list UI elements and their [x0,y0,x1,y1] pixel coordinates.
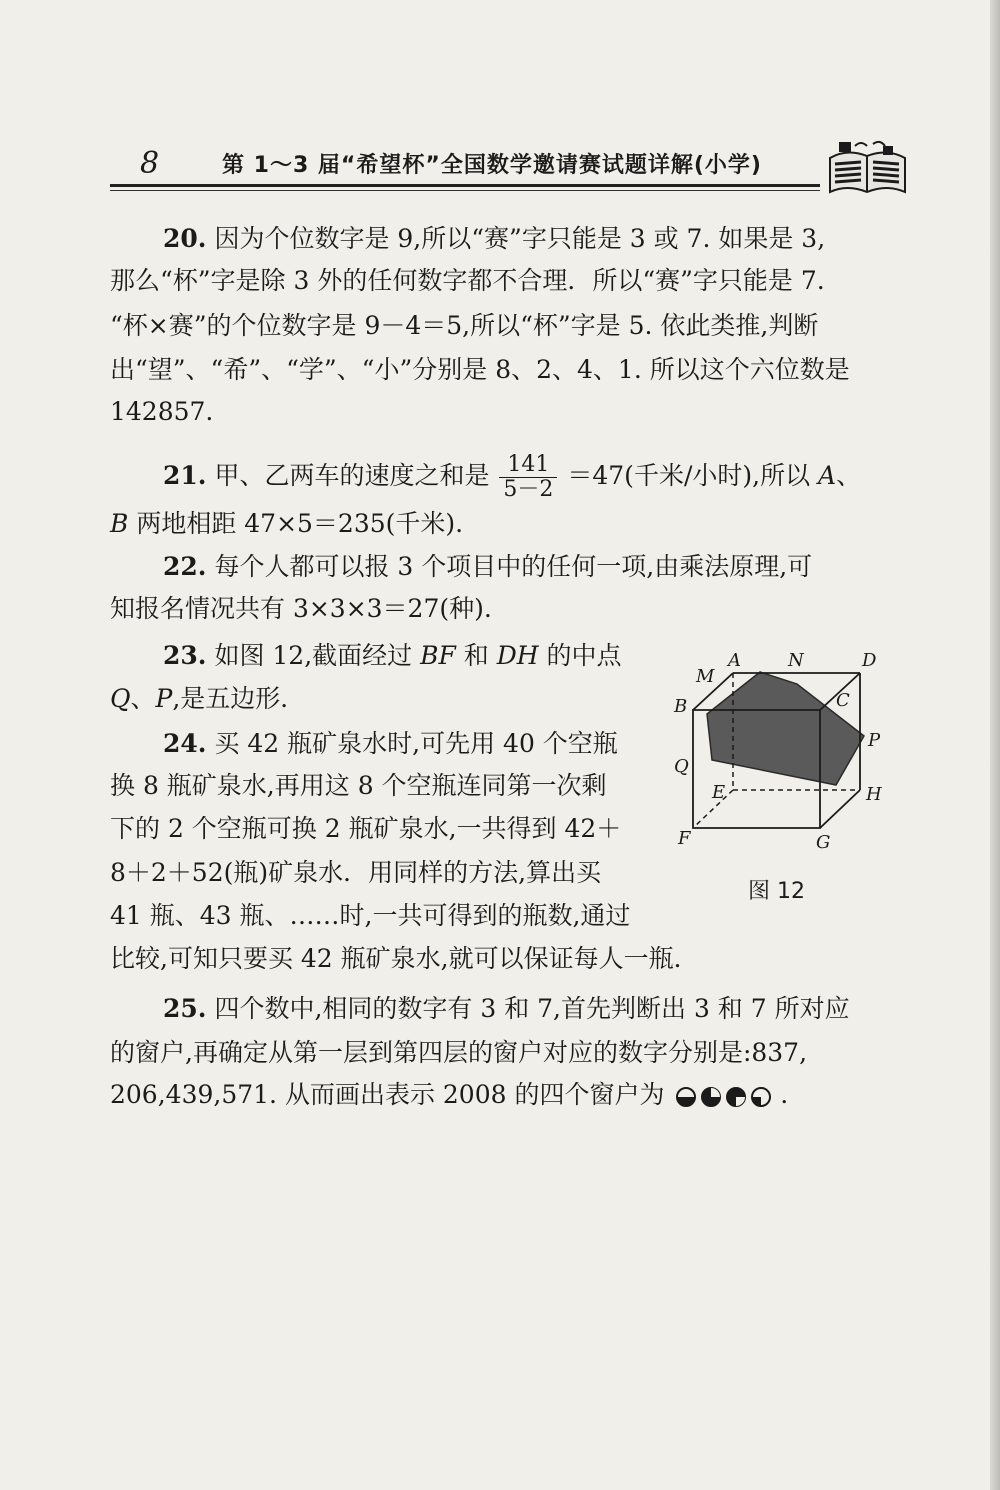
label-e: E [712,782,726,803]
p20-line-1 [163,222,895,256]
p20-number: 20. [163,224,207,253]
p24-number: 24. [163,729,207,758]
p25-line-1 [163,992,895,1026]
p23-sep: 、 [130,684,156,713]
figure-12-cube [660,640,900,910]
p20-text-1: 因为个位数字是 9,所以“赛”字只能是 3 或 7. 如果是 3, [214,224,826,253]
p22-line-2: 知报名情况共有 3×3×3＝27(种). [110,594,492,623]
figure-caption: 图 12 [748,879,805,904]
p20-line-4: 出“望”、“希”、“学”、“小”分别是 8、2、4、1. 所以这个六位数是 [110,355,850,384]
p21-number: 21. [163,461,207,490]
p21-point-a: A [818,461,837,490]
p20-line-3: “杯×赛”的个位数字是 9－4＝5,所以“杯”字是 5. 依此类推,判断 [110,311,819,340]
open-book-icon [825,140,910,198]
p22-line-1 [163,550,895,584]
p25-number: 25. [163,994,207,1023]
p21-text-2: 两地相距 47×5＝235(千米). [128,509,464,538]
label-q: Q [674,756,689,777]
p21-text-tail: 、 [836,461,862,490]
p21-line-1 [163,453,895,502]
p22-text-1: 每个人都可以报 3 个项目中的任何一项,由乘法原理,可 [214,552,813,581]
p22-number: 22. [163,552,207,581]
label-f: F [678,828,691,849]
p23-number: 23. [163,641,207,670]
p24-line-4: 8＋2＋52(瓶)矿泉水．用同样的方法,算出买 [110,858,602,887]
p24-text-1: 买 42 瓶矿泉水时,可先用 40 个空瓶 [214,729,618,758]
page-header [100,140,920,200]
label-b: B [674,696,688,717]
label-a: A [728,650,741,671]
p25-line-2: 的窗户,再确定从第一层到第四层的窗户对应的数字分别是:837, [110,1038,808,1067]
p21-text-pre: 甲、乙两车的速度之和是 [214,461,490,490]
label-c: C [836,690,850,711]
header-rule [110,184,820,187]
p25-text-1: 四个数中,相同的数字有 3 和 7,首先判断出 3 和 7 所对应 [214,994,850,1023]
p23-text-mid: 和 [455,641,497,670]
p21-point-b: B [110,509,129,538]
label-n: N [788,650,804,671]
p23-segment-dh: DH [496,641,539,670]
label-d: D [862,650,877,671]
page-edge [990,0,1000,1490]
p21-line-2 [110,507,895,541]
p25-end: ． [780,1080,806,1109]
p20-line-2: 那么“杯”字是除 3 外的任何数字都不合理．所以“赛”字只能是 7. [110,266,825,295]
p24-line-6: 比较,可知只要买 42 瓶矿泉水,就可以保证每人一瓶． [110,944,699,973]
window-icon-0 [700,1086,722,1108]
p24-line-2: 换 8 瓶矿泉水,再用这 8 个空瓶连同第一次剩 [110,771,607,800]
label-g: G [816,832,831,853]
p21-denominator: 5－2 [503,477,554,502]
running-title: 第 1～3 届“希望杯”全国数学邀请赛试题详解(小学) [222,153,762,178]
label-m: M [696,666,715,687]
p23-text-pre: 如图 12,截面经过 [214,641,421,670]
p21-fraction [499,453,557,502]
p21-numerator: 141 [499,453,557,478]
p23-text-post: 的中点 [538,641,622,670]
window-icon-2 [675,1086,697,1108]
p23-point-p: P [155,684,173,713]
label-h: H [866,784,882,805]
window-icon-0b [725,1086,747,1108]
label-p: P [868,730,881,751]
p20-line-5: 142857. [110,397,214,426]
header-rule-thin [110,190,820,191]
p23-point-q: Q [110,684,131,713]
p23-segment-bf: BF [420,641,456,670]
page-number: 8 [140,146,160,181]
edge-gh [820,790,860,828]
p24-line-3: 下的 2 个空瓶可换 2 瓶矿泉水,一共得到 42＋ [110,814,622,843]
p24-line-5: 41 瓶、43 瓶、……时,一共可得到的瓶数,通过 [110,901,631,930]
p23-text-2: ,是五边形． [172,684,306,713]
p21-text-post: ＝47(千米/小时),所以 [567,461,819,490]
p25-text-3: 206,439,571. 从而画出表示 2008 的四个窗户为 [110,1080,665,1109]
window-icon-8 [750,1086,772,1108]
p25-line-3 [110,1078,895,1112]
section-pentagon [707,672,864,785]
